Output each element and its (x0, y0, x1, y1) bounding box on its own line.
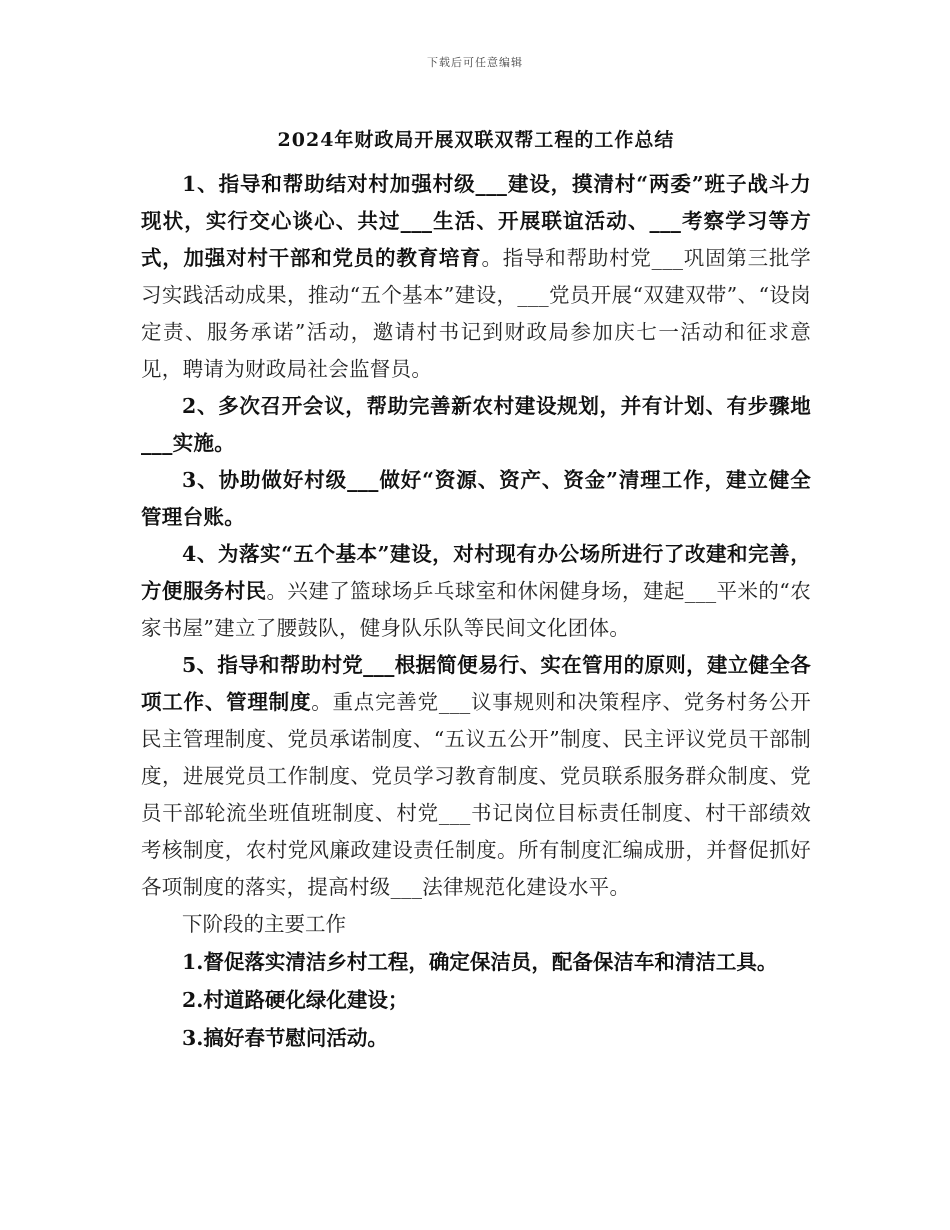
paragraph-4-text: 。兴建了篮球场乒乓球室和休闲健身场，建起___平米的“农家书屋”建立了腰鼓队，健身队乐队等民间文化团体。 (141, 579, 811, 640)
next-stage-task-2: 2.村道路硬化绿化建设； (182, 988, 409, 1012)
next-stage-task-3: 3.搞好春节慰问活动。 (182, 1026, 388, 1050)
next-stage-heading: 下阶段的主要工作 (182, 912, 346, 936)
document-body (141, 166, 811, 1057)
paragraph-2 (141, 388, 811, 462)
paragraph-4 (141, 536, 811, 647)
paragraph-2-bold: 2、多次召开会议，帮助完善新农村建设规划，并有计划、有步骤地___实施。 (141, 394, 811, 455)
download-note: 下载后可任意编辑 (427, 56, 523, 69)
paragraph-5-text: 。重点完善党___议事规则和决策程序、党务村务公开民主管理制度、党员承诺制度、“五议五公开”制度、民主评议党员干部制度，进展党员工作制度、党员学习教育制度、党员联系服务群众制度、党员干部轮流坐班值班制度、村党___书记岗位目标责任制度、村干部绩效考核制度，农村党风廉政建设责任制度。所有制度汇编成册，并督促抓好各项制度的落实，提高村级___法律规范化建设水平。 (141, 690, 812, 899)
document-title: 2024年财政局开展双联双帮工程的工作总结 (277, 129, 675, 151)
paragraph-5 (141, 647, 811, 906)
paragraph-1-bold: 1、指导和帮助结对村加强村级___建设，摸清村“两委”班子战斗力现状，实行交心谈心、共过___生活、开展联谊活动、___考察学习等方式，加强对村干部和党员的教育培育 (141, 172, 811, 270)
paragraph-3-bold: 3、协助做好村级___做好“资源、资产、资金”清理工作，建立健全管理台账。 (141, 468, 811, 529)
paragraph-4-bold: 4、为落实“五个基本”建设，对村现有办公场所进行了改建和完善，方便服务村民 (141, 542, 811, 603)
paragraph-1 (141, 166, 811, 388)
paragraph-1-text: 。指导和帮助村党___巩固第三批学习实践活动成果，推动“五个基本”建设，___党员开展“双建双带”、“设岗定责、服务承诺”活动，邀请村书记到财政局参加庆七一活动和征求意见，聘请为财政局社会监督员。 (141, 246, 811, 381)
next-stage-task-1: 1.督促落实清洁乡村工程，确定保洁员，配备保洁车和清洁工具。 (182, 950, 778, 974)
paragraph-5-bold: 5、指导和帮助村党___根据简便易行、实在管用的原则，建立健全各项工作、管理制度 (141, 653, 811, 714)
paragraph-3 (141, 462, 811, 536)
